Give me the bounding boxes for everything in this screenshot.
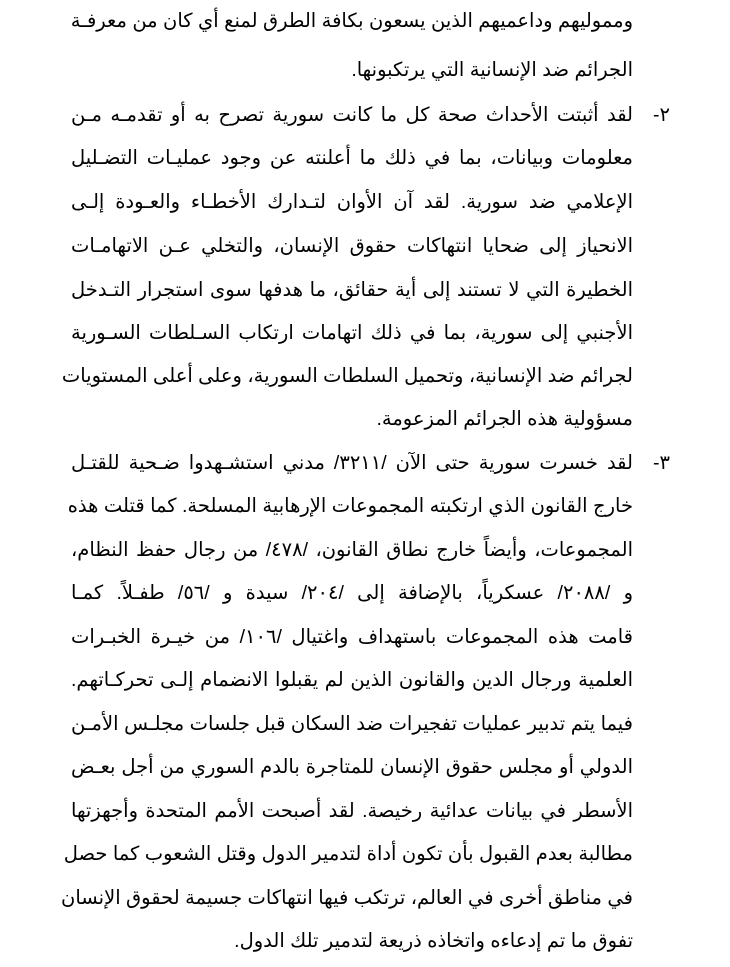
text-line: العلمية ورجال الدين والقانون الذين لم يقبلوا الانضمام إلـى تحركـاتهم.	[71, 669, 633, 691]
text-line: لقد خسرت سورية حتى الآن /٣٢١١/ مدني استشـهدوا ضـحية للقتـل	[71, 452, 633, 474]
text-line: و /٢٠٨٨/ عسكرياً، بالإضافة إلى /٢٠٤/ سيدة و /٥٦/ طفـلاً. كمـا	[71, 582, 633, 604]
text-line: في مناطق أخرى في العالم، ترتكب فيها انتهاكات جسيمة لحقوق الإنسان	[61, 887, 633, 909]
text-line: الجرائم ضد الإنسانية التي يرتكبونها.	[351, 59, 633, 81]
text-line: الانحياز إلى ضحايا انتهاكات حقوق الإنسان، والتخلي عـن الاتهامـات	[71, 235, 633, 257]
text-line: الإعلامي ضد سورية. لقد آن الأوان لتـدارك الأخطـاء والعـودة إلـى	[71, 191, 633, 213]
text-line: قامت هذه المجموعات باستهداف واغتيال /١٠٦/ من خيـرة الخبـرات	[71, 626, 633, 648]
text-line: مسؤولية هذه الجرائم المزعومة.	[376, 408, 633, 430]
text-line: تفوق ما تم إدعاءه واتخاذه ذريعة لتدمير تلك الدول.	[234, 930, 633, 952]
text-line: المجموعات، وأيضاً خارج نطاق القانون، /٤٧٨/ من رجال حفظ النظام،	[71, 539, 633, 561]
text-line: معلومات وبيانات، بما في ذلك ما أعلنته عن وجود عمليـات التضـليل	[71, 147, 633, 169]
text-line: خارج القانون الذي ارتكبته المجموعات الإرهابية المسلحة. كما قتلت هذه	[67, 495, 633, 517]
text-line: الخطيرة التي لا تستند إلى أية حقائق، ما هدفها سوى استجرار التـدخل	[71, 279, 633, 301]
text-line: الأسطر في بيانات عدائية رخيصة. لقد أصبحت الأمم المتحدة وأجهزتها	[71, 800, 633, 822]
text-line: مطالبة بعدم القبول بأن تكون أداة لتدمير الدول وقتل الشعوب كما حصل	[63, 843, 633, 865]
text-line: الدولي أو مجلس حقوق الإنسان للمتاجرة بالدم السوري من أجل بعـض	[71, 756, 633, 778]
text-line: ومموليهم وداعميهم الذين يسعون بكافة الطرق لمنع أي كان من معرفـة	[70, 10, 633, 32]
list-number: ٢-	[653, 104, 670, 126]
text-line: فيما يتم تدبير عمليات تفجيرات ضد السكان قبل جلسات مجلـس الأمـن	[71, 713, 633, 735]
text-line: الأجنبي إلى سورية، بما في ذلك اتهامات ارتكاب السـلطات السـورية	[71, 322, 633, 344]
text-line: لجرائم ضد الإنسانية، وتحميل السلطات السورية، وعلى أعلى المستويات	[61, 365, 633, 387]
list-number: ٣-	[653, 452, 670, 474]
text-line: لقد أثبتت الأحداث صحة كل ما كانت سورية تصرح به أو تقدمـه مـن	[71, 104, 633, 126]
